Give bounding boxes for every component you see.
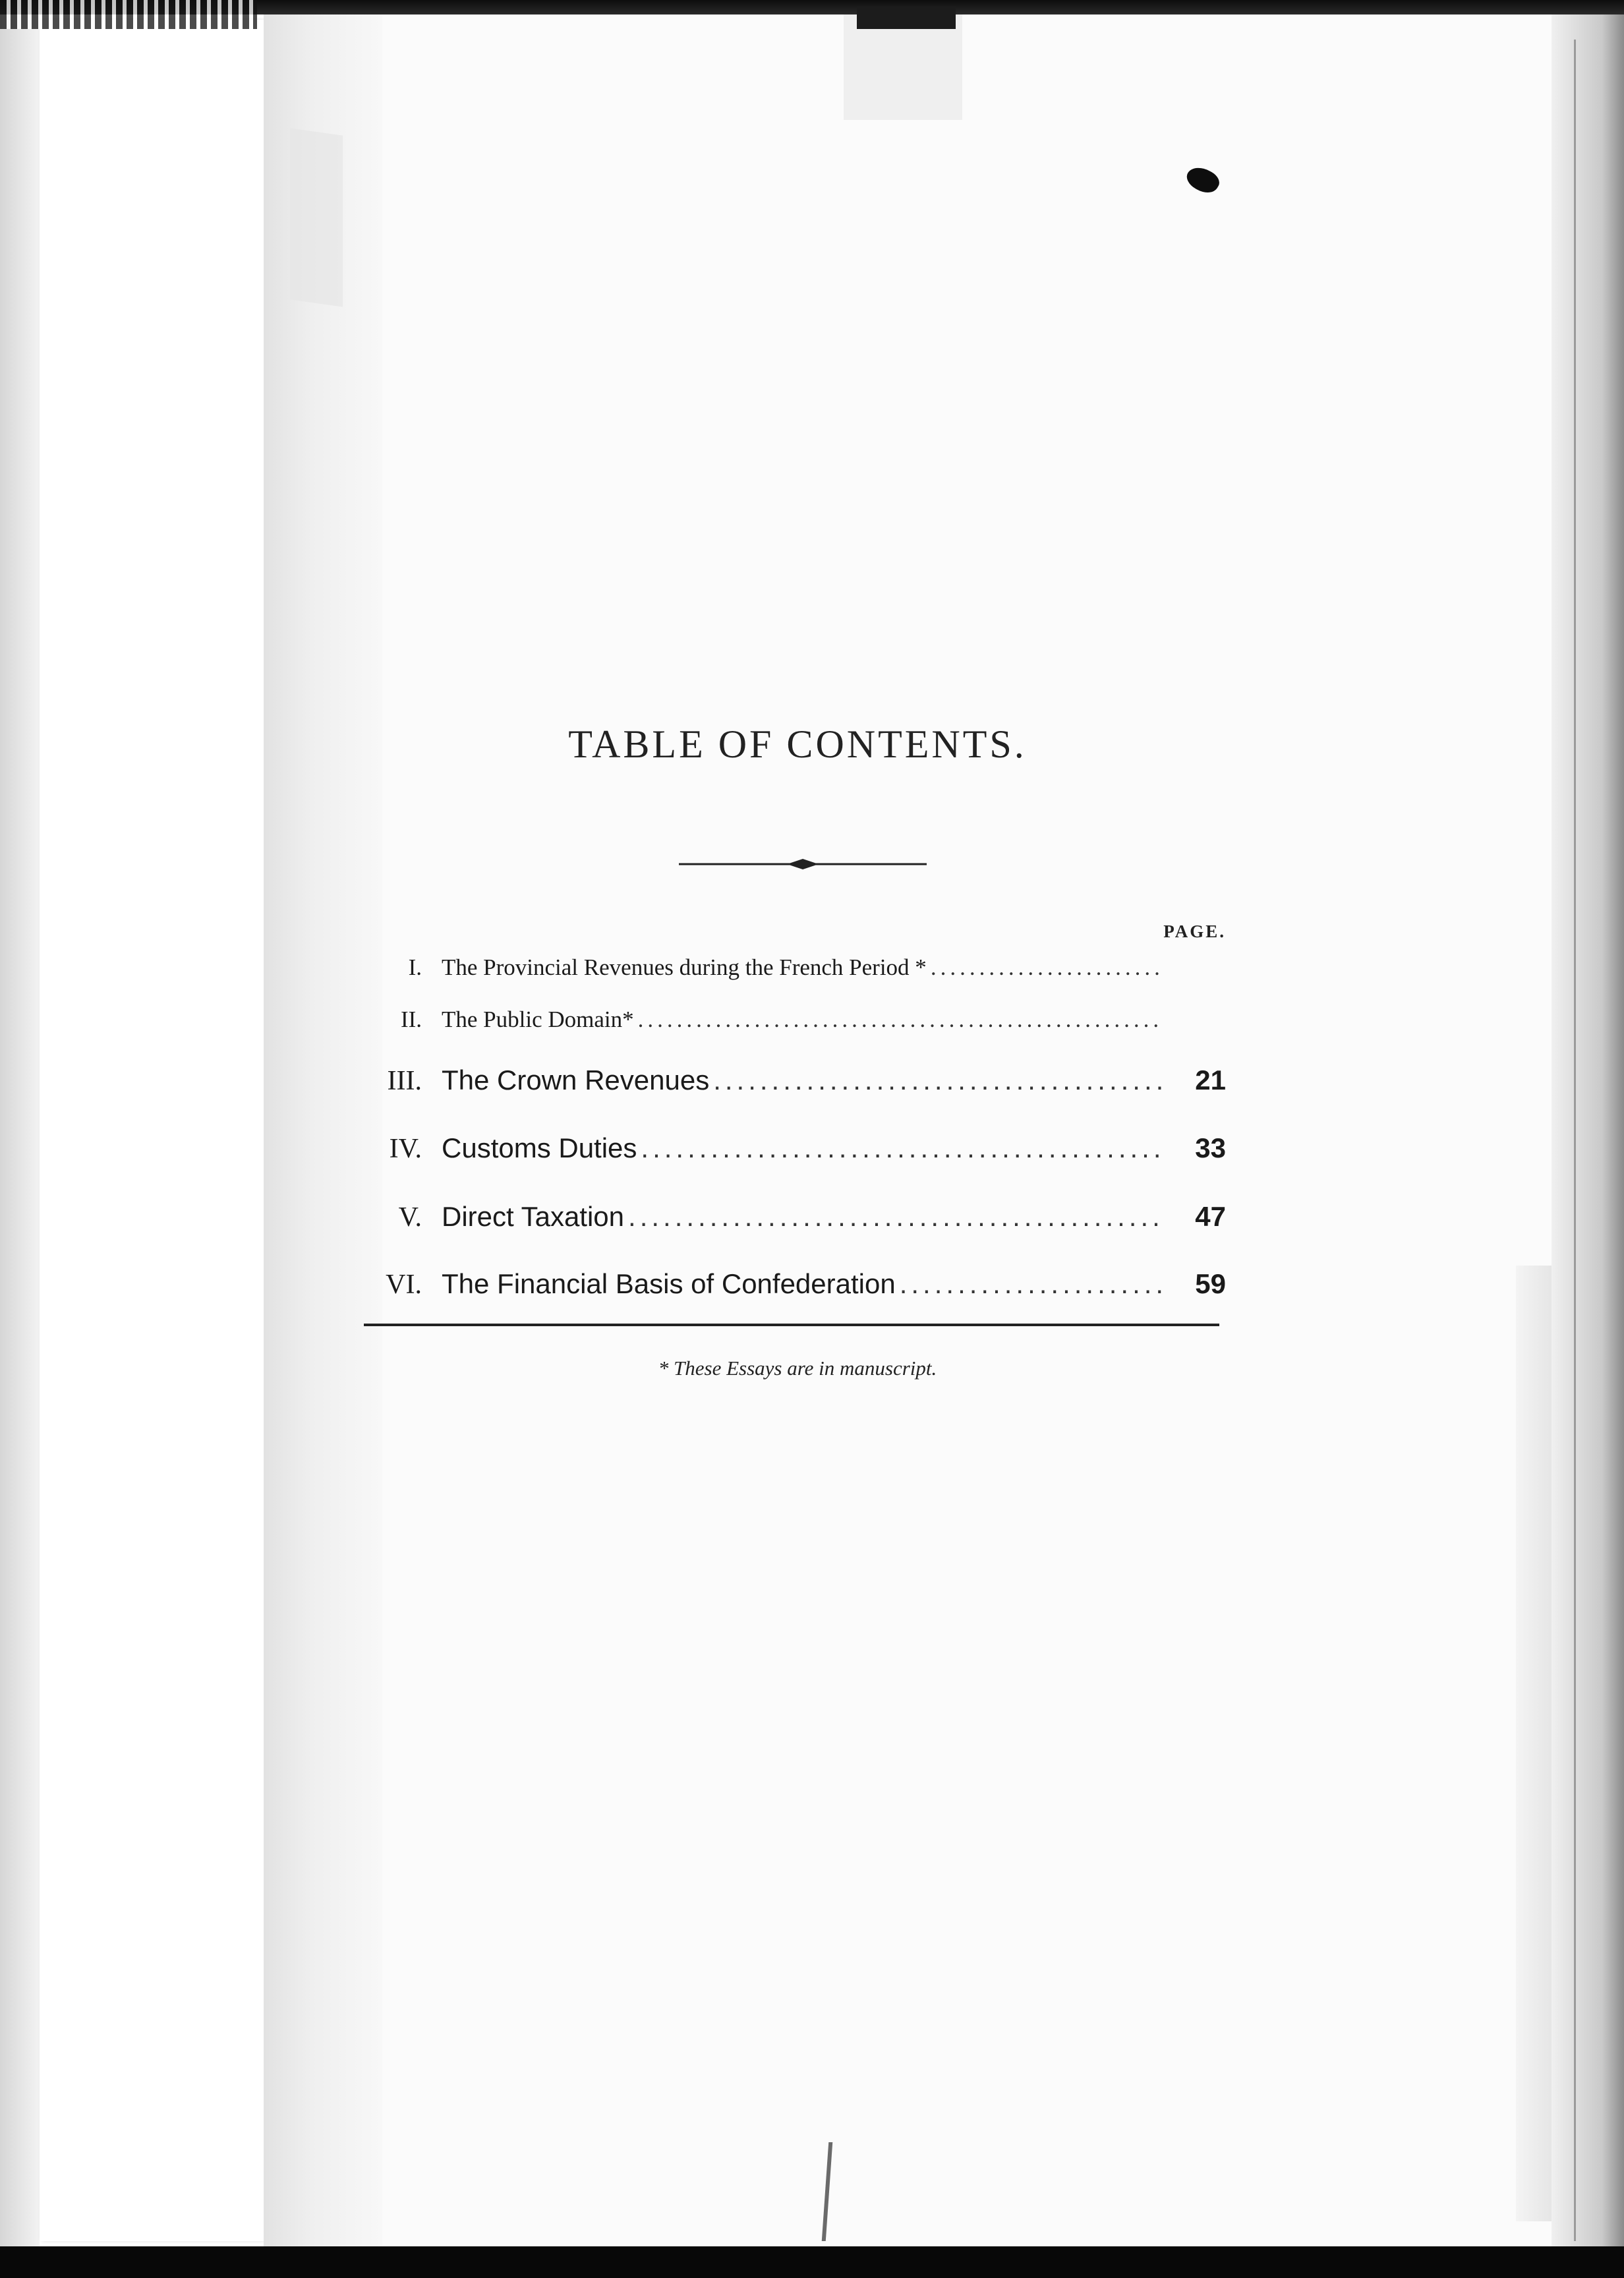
- entry-number: I.: [408, 954, 422, 980]
- dot-leader: [641, 1132, 1163, 1164]
- bottom-scan-border: [0, 2246, 1624, 2278]
- entry-title: The Financial Basis of Confederation: [442, 1268, 896, 1299]
- entry-page: 47: [1195, 1201, 1226, 1232]
- dot-leader: [638, 1007, 1163, 1033]
- dot-leader: [628, 1201, 1163, 1233]
- page-sheet: [382, 13, 1555, 2248]
- entry-title: The Crown Revenues: [442, 1065, 710, 1095]
- toc-entry: [356, 1007, 1226, 1033]
- left-paper-strip: [40, 20, 264, 2241]
- entry-title: Customs Duties: [442, 1132, 637, 1163]
- entry-number: IV.: [389, 1134, 422, 1164]
- entry-title: The Public Domain*: [442, 1007, 634, 1032]
- toc-entry: [356, 1268, 1226, 1300]
- page-edge-line: [1574, 40, 1576, 2241]
- footnote: * These Essays are in manuscript.: [658, 1357, 937, 1380]
- entry-number: III.: [387, 1066, 422, 1096]
- toc-entry: [356, 954, 1226, 981]
- ornament-divider: [679, 858, 927, 871]
- tape-mark: [844, 15, 962, 120]
- paper-fold: [290, 128, 343, 307]
- entry-number: II.: [400, 1007, 422, 1032]
- toc-entry: [356, 1065, 1226, 1097]
- entry-title: The Provincial Revenues during the French Period *: [442, 954, 927, 980]
- dot-leader: [931, 954, 1163, 981]
- dot-leader: [713, 1065, 1163, 1096]
- entry-number: V.: [398, 1202, 422, 1233]
- entry-title: Direct Taxation: [442, 1201, 625, 1232]
- toc-entry: [356, 1132, 1226, 1165]
- binding-edge: [0, 0, 40, 2248]
- toc-title: TABLE OF CONTENTS.: [568, 722, 1027, 766]
- entry-page: 59: [1195, 1268, 1226, 1299]
- toc-entry: [356, 1201, 1226, 1233]
- page-shadow: [264, 13, 382, 2248]
- right-page-edge: [1552, 13, 1624, 2248]
- horizontal-rule: [364, 1324, 1219, 1326]
- page-column-header: PAGE.: [1163, 921, 1226, 941]
- entry-page: 21: [1195, 1065, 1226, 1095]
- dot-leader: [900, 1268, 1163, 1300]
- entry-number: VI.: [386, 1270, 422, 1300]
- top-clip-mark: [857, 7, 956, 29]
- entry-page: 33: [1195, 1132, 1226, 1163]
- perforated-edge: [0, 0, 257, 29]
